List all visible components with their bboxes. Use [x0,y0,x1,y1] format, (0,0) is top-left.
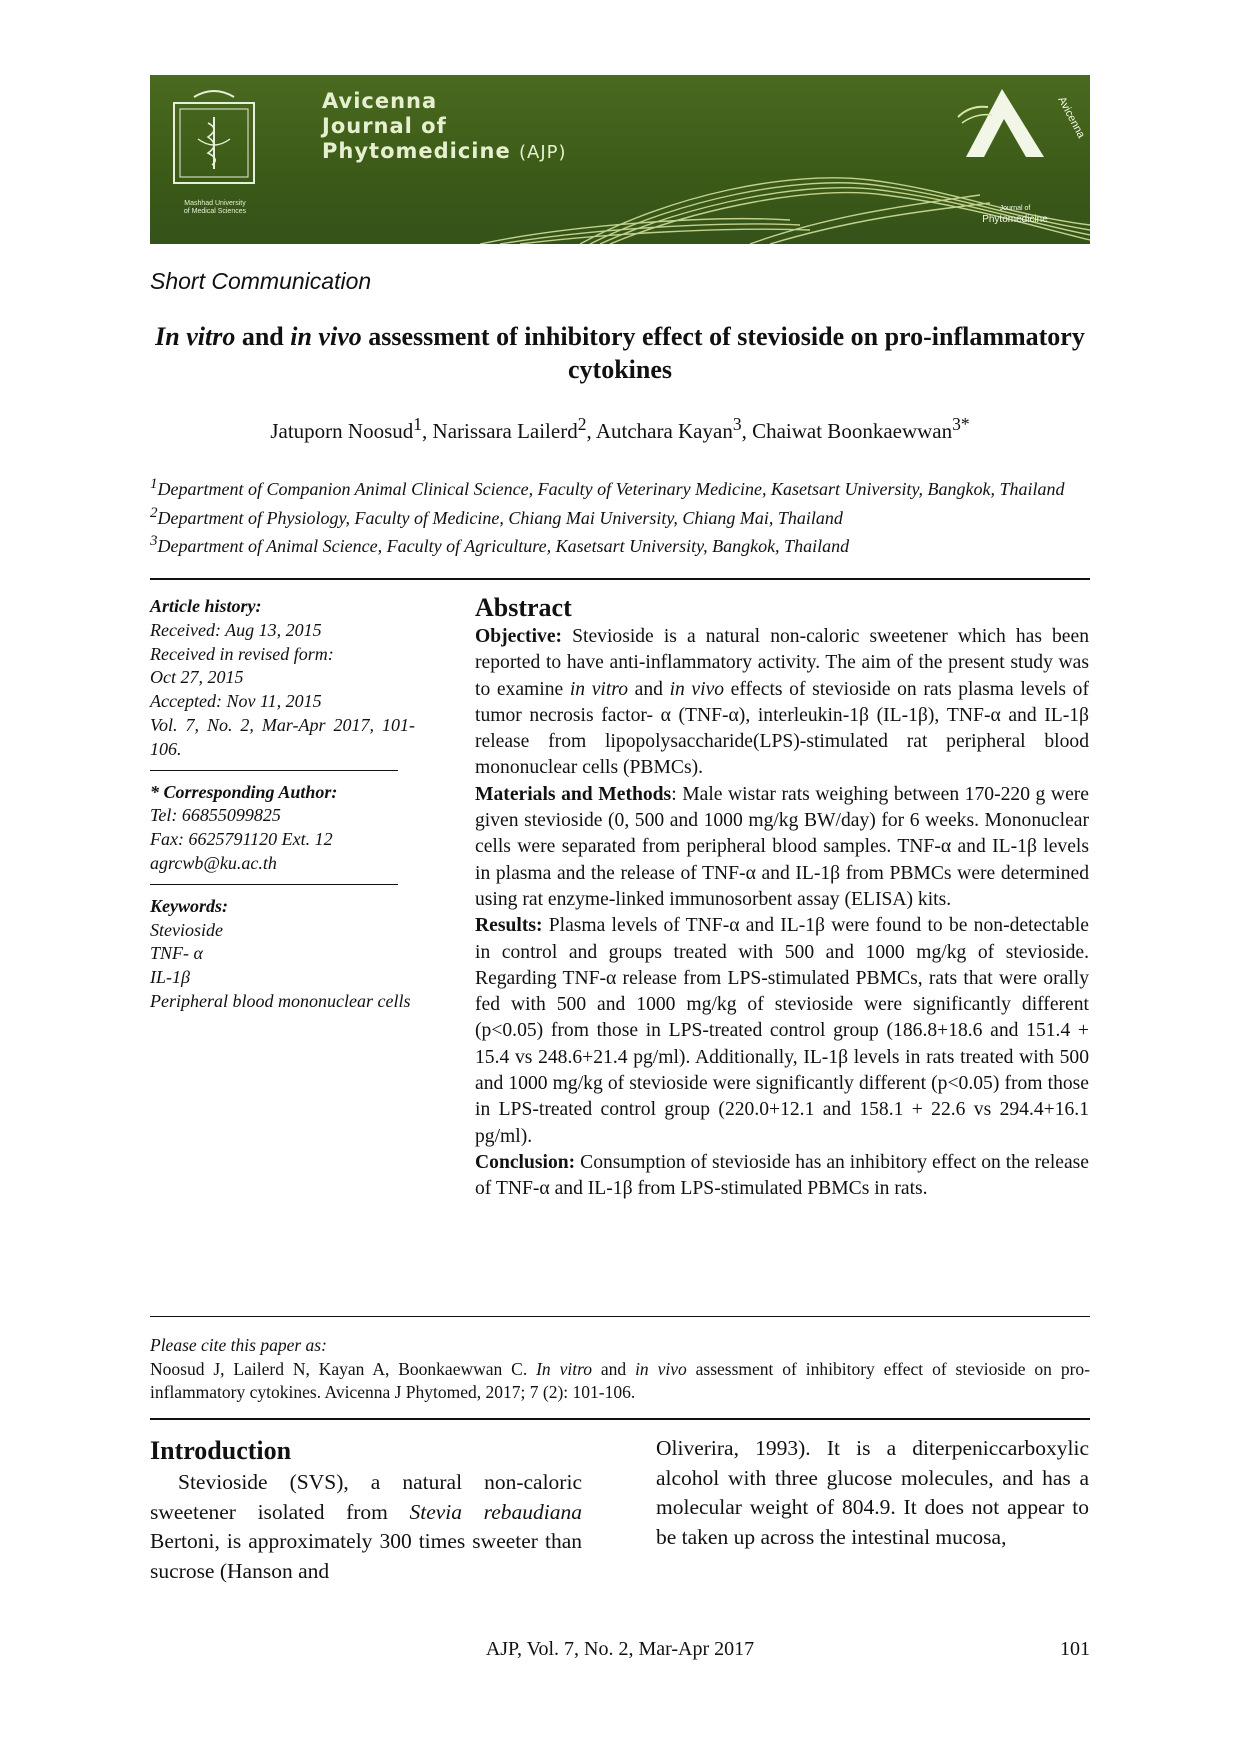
affiliation: $^2$Department of Physiology, Faculty of Medicine, Chiang Mai University, Chiang Mai, Thailand [150,504,843,528]
keywords-heading: Keywords: [150,895,228,916]
svg-text:Avicenna: Avicenna [1055,94,1088,141]
journal-title: Avicenna Journal of Phytomedicine (AJP) [322,89,567,163]
abstract-conclusion: Conclusion: Consumption of stevioside has an inhibitory effect on the release of TNF-α and IL-1β from LPS-stimulated PBMCs in rats. [475,1151,1089,1200]
author: Chaiwat Boonkaewwan [752,419,953,443]
divider [150,770,398,771]
body-text: Stevioside (SVS), a natural non-caloric sweetener isolated from Stevia rebaudiana Bertoni, is approximately 300 times sweeter than sucrose (Hanson and [150,1470,582,1583]
introduction-heading: Introduction [150,1436,292,1465]
abstract-results: Results: Plasma levels of TNF-α and IL-1β were found to be non-detectable in control and groups treated with 500 and 1000 mg/kg of stevioside. Regarding TNF-α release from LPS-stimulated PBMCs, rats that were orally fed with 500 and 1000 mg/kg of stevioside were significantly different (p<0.05) from those in LPS-treated control group (186.8+18.6 and 151.4 + 15.4 vs 248.6+21.4 pg/ml). Additionally, IL-1β levels in rats treated with 500 and 1000 mg/kg of stevioside were significantly different (p<0.05) from those in LPS-treated control group (220.0+12.1 and 158.1 + 22.6 vs 294.4+16.1 pg/ml). [475,915,1089,1147]
divider [150,578,1090,580]
journal-logo-text: Journal of Phytomedicine [982,205,1048,225]
author: Jatuporn Noosud [270,419,414,443]
history-heading: Article history: [150,596,262,616]
corresponding-heading: * Corresponding Author: [150,781,338,802]
abstract-objective: Objective: Stevioside is a natural non-caloric sweetener which has been reported to have anti-inflammatory activity. The aim of the present study was to examine in vitro and in vivo effects of stevioside on rats plasma levels of tumor necrosis factor- α (TNF-α), interleukin-1β (IL-1β), TNF-α and IL-1β release from lipopolysaccharide(LPS)-stimulated rat peripheral blood mononuclear cells (PBMCs). [475,626,1090,779]
author: Narissara Lailerd [432,419,578,443]
author: Autchara Kayan [595,419,733,443]
author-list: Jatuporn Noosud$^1$, Narissara Lailerd$^2$, Autchara Kayan$^3$, Chaiwat Boonkaewwan$^{3*}$ [270,414,970,443]
keyword: Stevioside [150,919,223,940]
keyword: Peripheral blood mononuclear cells [150,990,411,1011]
university-logo [168,89,260,199]
citation-text: Noosud J, Lailerd N, Kayan A, Boonkaewwan C. In vitro and in vivo assessment of inhibitory effect of stevioside on pro-inflammatory cytokines. Avicenna J Phytomed, 2017; 7 (2): 101-106. [150,1358,1090,1402]
article-info-sidebar: Article history: Received: Aug 13, 2015 Received in revised form: Oct 27, 2015 Accepted: Nov 11, 2015 Vol. 7, No. 2, Mar-Apr 2017, 101-106. * Corresponding Author: Tel: 66855099825 Fax: 6625791120 Ext. 12 agrcwb@ku.ac.th Keywords: Stevioside TNF- α IL-1β Peripheral blood mononuclear cells [150,595,415,1014]
keyword: IL-1β [150,967,190,988]
abstract-heading: Abstract [475,593,572,622]
affiliation: $^1$Department of Companion Animal Clinical Science, Faculty of Veterinary Medicine, Kasetsart University, Bangkok, Thailand [150,476,1065,499]
body-text: Oliverira, 1993). It is a diterpeniccarboxylic alcohol with three glucose molecules, and has a molecular weight of 804.9. It does not appear to be taken up across the intestinal mucosa, [656,1436,1089,1549]
article-type: Short Communication [150,268,372,294]
footer-journal: AJP, Vol. 7, No. 2, Mar-Apr 2017 [485,1638,755,1660]
paper-title: In vitro and in vivo assessment of inhibitory effect of stevioside on pro-inflammatory cytokines [155,322,1085,384]
citation-heading: Please cite this paper as: [150,1335,327,1355]
introduction-column-1 [150,1436,582,1586]
affiliations [150,473,1090,559]
citation-block [150,1334,1090,1405]
page-number: 101 [1060,1638,1090,1660]
keyword: TNF- α [150,943,203,964]
email: agrcwb@ku.ac.th [150,852,277,873]
divider [150,1418,1090,1420]
abstract [475,592,1089,1203]
university-name: Mashhad University of Medical Sciences [183,200,247,215]
introduction-column-2 [656,1434,1089,1552]
divider [150,1316,1090,1317]
journal-banner [150,75,1090,244]
abstract-methods: Materials and Methods: Male wistar rats weighing between 170-220 g were given stevioside (0, 500 and 1000 mg/kg BW/day) for 6 weeks. Mononuclear cells were separated from peripheral blood samples. TNF-α and IL-1β levels in plasma and the release of TNF-α and IL-1β from PBMCs were determined using rat enzyme-linked immunosorbent assay (ELISA) kits. [475,783,1089,910]
affiliation: $^3$Department of Animal Science, Faculty of Agriculture, Kasetsart University, Bangkok, Thailand [150,533,850,556]
divider [150,884,398,885]
